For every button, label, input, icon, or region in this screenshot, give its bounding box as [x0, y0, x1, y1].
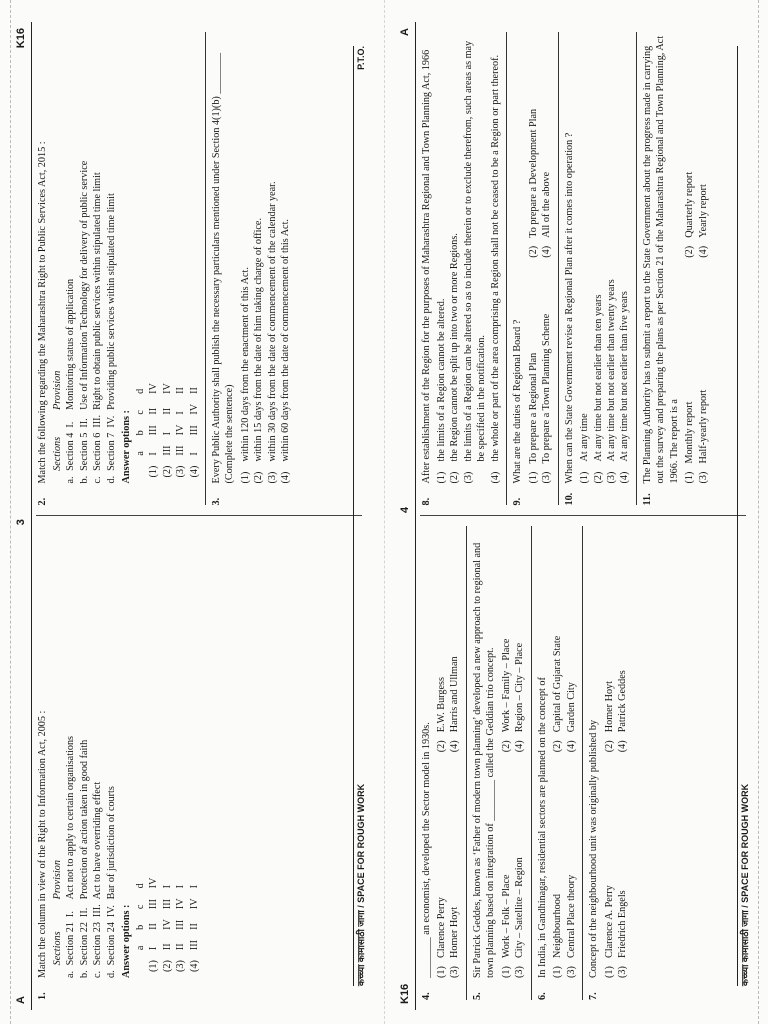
answer-option[interactable]: (2) To prepare a Development Plan [527, 108, 539, 258]
booklet-code: K16 [15, 28, 27, 49]
page-number: 3 [15, 519, 27, 526]
answer-option[interactable]: (3) Half-yearly report [697, 389, 709, 484]
page-4 [384, 0, 768, 1024]
answer-option[interactable]: (2) At any time but not earlier than ten years [592, 294, 604, 484]
answer-option[interactable]: (3) III IV I II [175, 387, 187, 478]
answer-options-table: a b c d (1) I III II IV (2) III I II IV (3) III IV I II (4) I III IV II [134, 373, 201, 477]
answer-option[interactable]: (1) the limits of a Region cannot be altered. [435, 298, 447, 484]
answer-option[interactable]: (4) Garden City [565, 682, 577, 753]
answer-option[interactable]: (1) within 120 days from the enactment of this Act. [239, 267, 251, 484]
match-row: a. Section 4 I. Monitoring status of application [65, 278, 77, 484]
answer-option[interactable]: (3) Homer Hoyt [449, 906, 461, 978]
answer-option[interactable]: (3) To prepare a Town Planning Scheme [541, 313, 553, 484]
question-number: 10. [563, 492, 575, 506]
rough-work-label: कच्च्या कामासाठी जागा / SPACE FOR ROUGH WORK [356, 783, 367, 986]
page-header [14, 22, 31, 1010]
question-9 [506, 32, 553, 506]
column-head-sections: Sections [51, 436, 63, 471]
question-number: 1. [36, 992, 48, 1000]
question-stem: ________ an economist, developed the Sector model in 1930s. [420, 722, 432, 978]
match-table [51, 156, 118, 484]
question-number: 8. [420, 497, 432, 506]
answer-option[interactable]: (4) At any time but not earlier than five years [619, 291, 631, 484]
header-rule [415, 22, 416, 1010]
question-3 [205, 32, 293, 506]
answer-option[interactable]: (4) Patrick Geddes [616, 670, 628, 753]
booklet-code: K16 [399, 983, 411, 1004]
answer-option[interactable]: (2) within 15 days from the date of him taking charge of office. [253, 218, 265, 484]
question-10 [558, 32, 632, 506]
page-header [398, 22, 415, 1010]
answer-option[interactable]: (3) II III IV I [175, 885, 187, 972]
question-2 [36, 32, 201, 506]
match-row: c. Section 6 III. Right to obtain public services within stipulated time limit [92, 172, 104, 484]
question-number: 11. [641, 493, 653, 506]
answer-option[interactable]: (3) within 30 days from the date of commencement of the calendar year. [266, 181, 278, 484]
question-number: 3. [210, 497, 222, 506]
answer-option[interactable]: (2) Quarterly report [684, 171, 696, 258]
answer-option[interactable]: (1) Clarence A. Perry [603, 885, 615, 978]
answer-option[interactable]: (4) Yearly report [697, 184, 709, 258]
right-column [36, 22, 362, 516]
match-row: d. Section 24 IV. Bar of jurisdiction of courts [105, 786, 117, 978]
answer-option[interactable]: (2) Homer Hoyt [603, 681, 615, 753]
match-row: b. Section 5 II. Use of Information Technology for delivery of public service [78, 160, 90, 484]
answer-option[interactable]: (1) Monthly report [684, 401, 696, 484]
question-stem: When can the State Government revise a Regional Plan after it comes into operation ? [563, 132, 575, 484]
page-footer [353, 46, 368, 986]
question-number: 9. [512, 497, 524, 506]
answer-option[interactable]: (4) Region – City – Place [514, 642, 526, 753]
match-row: c. Section 23 III. Act to have overriding effect [92, 781, 104, 978]
answer-option[interactable]: (4) I III IV II [188, 387, 200, 478]
answer-option[interactable]: (4) the whole or part of the area comprising a Region shall not be ceased to be a Region or part thereof. [489, 54, 501, 484]
question-stem: Match the column in view of the Right to Information Act, 2005 : [36, 710, 48, 978]
answer-option[interactable]: (3) At any time but not earlier than twenty years [605, 279, 617, 484]
right-column [420, 22, 746, 516]
answer-option[interactable]: (2) III I II IV [161, 383, 173, 478]
question-1 [36, 527, 201, 1001]
question-stem: Match the following regarding the Maharashtra Right to Public Services Act, 2015 : [36, 141, 48, 484]
pto-label: P.T.O. [356, 46, 367, 70]
corner-letter: A [399, 28, 411, 36]
answer-option[interactable]: (3) Central Place theory [565, 874, 577, 978]
question-6 [531, 527, 578, 1001]
question-stem: What are the duties of Regional Board ? [512, 319, 524, 484]
left-column [36, 516, 362, 1011]
answer-option[interactable]: (2) II IV III I [161, 885, 173, 972]
match-row: b. Section 22 II. Protection of action taken in good faith [78, 739, 90, 978]
left-column [420, 516, 746, 1011]
question-stem: Sir Patrick Geddes, known as ‘Father of modern town planning’ developed a new approach to regional and town planning based on integration of ________ called the Geddian trio concept. [471, 542, 497, 978]
question-11 [636, 32, 710, 506]
column-head-provision: Provision [51, 860, 63, 900]
question-number: 4. [420, 992, 432, 1000]
answer-option[interactable]: (1) Clarence Perry [435, 897, 447, 978]
question-stem: In India, in Gandhinagar, residential sectors are planned on the concept of [536, 677, 548, 978]
corner-letter: A [15, 996, 27, 1004]
answer-option[interactable]: (3) Friedrich Engels [616, 890, 628, 978]
answer-option[interactable]: (1) At any time [579, 413, 591, 484]
question-stem: The Planning Authority has to submit a report to the State Government about the progress made in carrying out the survey and preparing the plans as per Section 21 of the Maharashtra Regional and Town Planning, Act 1966. The report is a [641, 35, 680, 484]
question-4 [420, 527, 462, 1001]
answer-option[interactable]: (1) I III II IV [148, 383, 160, 478]
answer-option[interactable]: (2) E.W. Burgess [435, 677, 447, 753]
page-footer [737, 46, 752, 986]
question-5 [466, 527, 527, 1001]
answer-option[interactable]: (1) To prepare a Regional Plan [527, 352, 539, 484]
match-row: d. Section 7 IV. Providing public services within stipulated time limit [105, 193, 117, 484]
answer-option[interactable]: (4) III II IV I [188, 885, 200, 972]
question-number: 5. [471, 992, 483, 1000]
question-number: 6. [536, 992, 548, 1000]
page-number: 4 [399, 506, 411, 513]
match-table [51, 731, 118, 978]
question-stem: Concept of the neighbourhood unit was originally published by [588, 719, 600, 978]
answer-options-table: a b c d (1) I II III IV (2) II IV III I (3) II III IV I (4) III II IV I [134, 868, 201, 972]
answer-option[interactable]: (4) All of the above [541, 171, 553, 258]
question-number: 7. [588, 992, 600, 1000]
question-7 [582, 527, 629, 1001]
question-8 [420, 32, 503, 506]
question-stem: After establishment of the Region for the purposes of Maharashtra Regional and Town Planning Act, 1966 [420, 49, 432, 484]
column-head-provision: Provision [51, 370, 63, 410]
match-row: a. Section 21 I. Act not to apply to certain organisations [65, 735, 77, 978]
answer-option[interactable]: (4) Harris and Ullman [449, 656, 461, 753]
answer-option[interactable]: (2) the Region cannot be split up into two or more Regions. [449, 233, 461, 484]
question-stem: Every Public Authority shall publish the necessary particulars mentioned under Section 4(1)(b) ________ (Complete the sentence) [210, 52, 236, 484]
answer-option[interactable]: (4) within 60 days from the date of commencement of this Act. [280, 219, 292, 484]
answer-option[interactable]: (1) Work – Folk – Place [500, 874, 512, 978]
column-head-sections: Sections [51, 931, 63, 966]
answer-option[interactable]: (2) Capital of Gujarat State [552, 635, 564, 753]
answer-option[interactable]: (1) Neighbourhood [552, 894, 564, 978]
answer-option[interactable]: (3) City – Satellite – Region [514, 857, 526, 978]
answer-options-title: Answer options : [121, 904, 133, 978]
answer-options-title: Answer options : [121, 410, 133, 484]
answer-option[interactable]: (2) Work – Family – Place [500, 638, 512, 753]
question-number: 2. [36, 497, 48, 506]
answer-option[interactable]: (1) I II III IV [148, 877, 160, 972]
answer-option[interactable]: (3) the limits of a Region can be altered so as to include therein or to exclude therefrom, such areas as may be specified in the notification. [462, 40, 488, 484]
header-rule [31, 22, 32, 1010]
rough-work-label: कच्च्या कामासाठी जागा / SPACE FOR ROUGH WORK [740, 783, 751, 986]
